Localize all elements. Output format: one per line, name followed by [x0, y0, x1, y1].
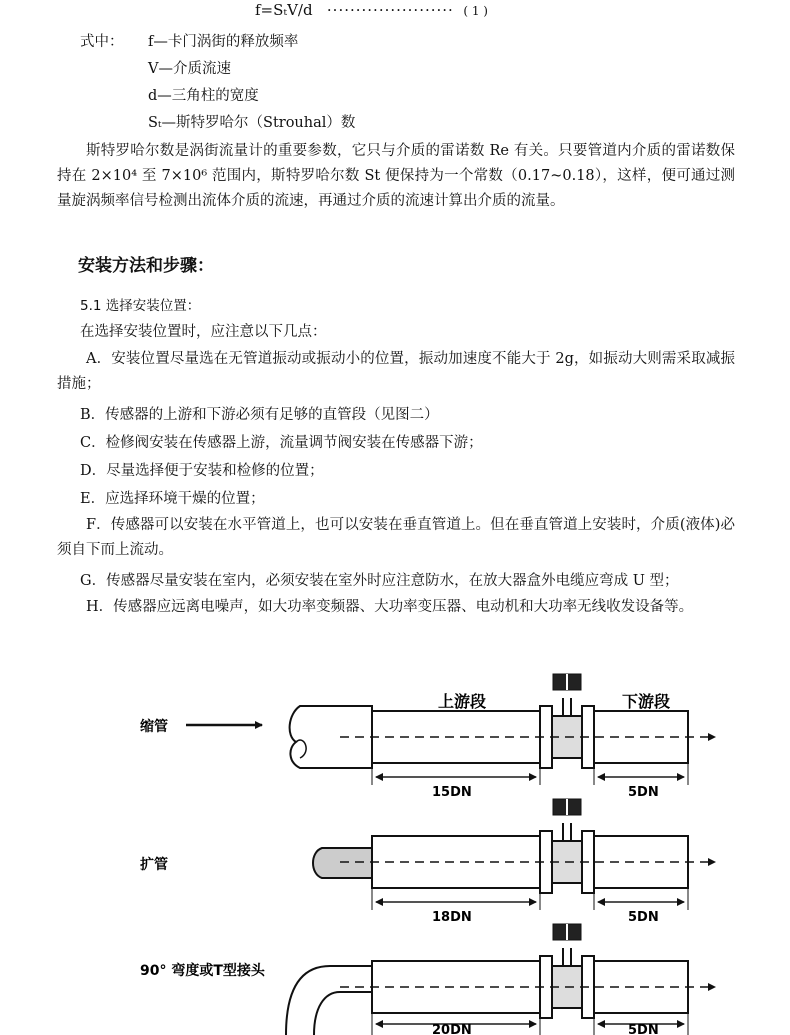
item-c: C．检修阀安装在传感器上游，流量调节阀安装在传感器下游；	[80, 435, 483, 451]
formula-expression: f=SₜV/d	[255, 1, 313, 19]
section-title: 安装方法和步骤：	[78, 256, 214, 276]
downstream-length: 5DN	[628, 1023, 659, 1035]
upstream-length: 20DN	[432, 1023, 472, 1035]
item-d: D．尽量选择便于安装和检修的位置；	[80, 463, 324, 479]
pipe-break-mark	[296, 740, 306, 758]
legend-item-d: d—三角柱的宽度	[148, 88, 259, 104]
upstream-length: 18DN	[432, 910, 472, 925]
elbow-outer	[286, 966, 372, 1035]
legend-item-v: V—介质流速	[148, 61, 231, 77]
item-b: B．传感器的上游和下游必须有足够的直管段（见图二）	[80, 407, 439, 423]
subsection-title: 5.1 选择安装位置：	[80, 298, 201, 314]
case-expander	[140, 799, 715, 925]
small-pipe-end	[313, 848, 372, 878]
formula-number: ( 1 )	[463, 4, 488, 18]
paragraph-strouhal: 斯特罗哈尔数是涡街流量计的重要参数，它只与介质的雷诺数 Re 有关。只要管道内介质的雷诺数保持在 2×10⁴ 至 7×10⁶ 范围内，斯特罗哈尔数 St 便保持为一个常数（0.17~0.18），这样，便可通过测量旋涡频率信号检测出流体介质的流速，再通过介质的流速计算出介质的流量。	[57, 143, 735, 209]
item-a: A．安装位置尽量选在无管道振动或振动小的位置，振动加速度不能大于 2g，如振动大则需采取减振措施；	[57, 351, 735, 392]
case2-label: 扩管	[140, 857, 168, 873]
downstream-length: 5DN	[628, 785, 659, 800]
intro-line: 在选择安装位置时，应注意以下几点：	[80, 324, 327, 340]
legend-intro: 式中：	[80, 34, 124, 50]
case3-label: 90° 弯度或T型接头	[140, 963, 265, 979]
item-e: E．应选择环境干燥的位置；	[80, 491, 265, 507]
upstream-section-label: 上游段	[438, 692, 487, 711]
downstream-length: 5DN	[628, 910, 659, 925]
case-elbow	[140, 924, 715, 1035]
downstream-section-label: 下游段	[622, 692, 671, 711]
elbow-inner	[314, 992, 372, 1035]
upstream-pipe	[372, 836, 540, 888]
legend-item-st: Sₜ—斯特罗哈尔（Strouhal）数	[148, 115, 356, 131]
case1-label: 缩管	[140, 719, 168, 735]
item-g: G．传感器尽量安装在室内，必须安装在室外时应注意防水，在放大器盒外电缆应弯成 U 型；	[80, 573, 679, 589]
legend-item-f: f—卡门涡街的释放频率	[148, 34, 299, 50]
upstream-pipe	[372, 711, 540, 763]
item-h: H．传感器应远离电噪声，如大功率变频器、大功率变压器、电动机和大功率无线收发设备等。	[86, 599, 694, 615]
upstream-length: 15DN	[432, 785, 472, 800]
item-f: F．传感器可以安装在水平管道上，也可以安装在垂直管道上。但在垂直管道上安装时，介质(液体)必须自下而上流动。	[57, 517, 735, 558]
upstream-pipe	[372, 961, 540, 1013]
formula-dots: ······················	[326, 1, 454, 19]
